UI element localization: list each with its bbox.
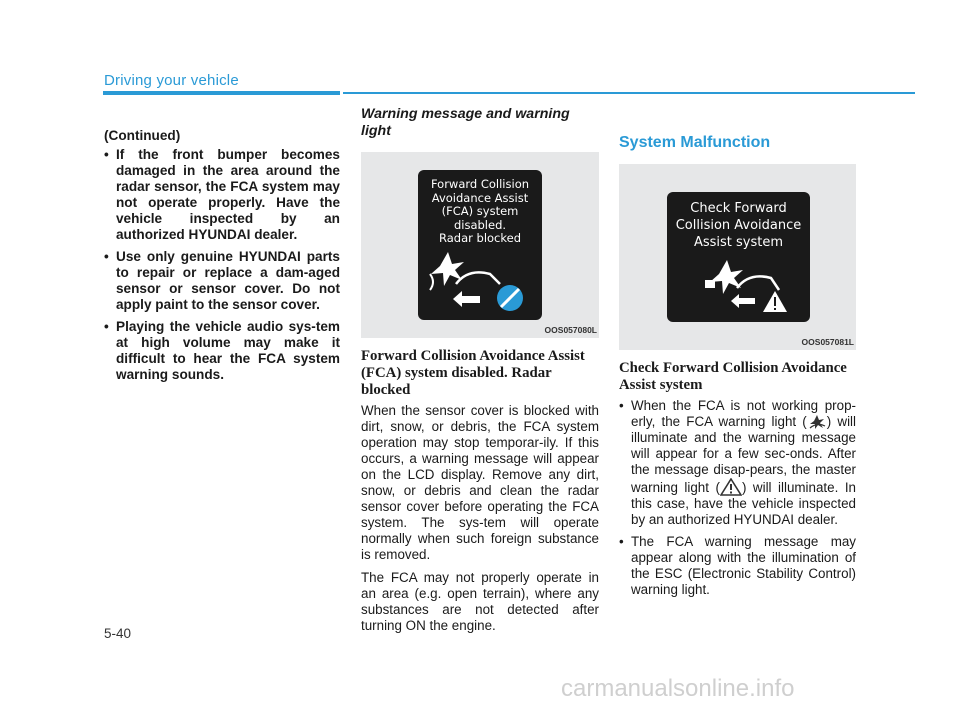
lcd-message	[667, 200, 810, 251]
paragraph: The FCA may not properly operate in an area (e.g. open terrain), where any substances are not detected after turning ON the engine.	[361, 570, 599, 633]
lcd-line: Collision Avoidance	[675, 218, 802, 233]
malfunction-bullet-list	[619, 398, 856, 598]
lcd-line: (FCA) system	[441, 204, 519, 218]
text-span: ) will illuminate. In this case, have the vehicle inspected by an authorized HYUNDAI dealer.	[631, 480, 857, 527]
lcd-line: Forward Collision	[430, 177, 530, 191]
section-title: System Malfunction	[619, 134, 771, 151]
text-span: ) will illuminate and the warning message will appear for a few sec-onds. After the message disap-pears, the master warning light (	[631, 414, 856, 495]
header-rule-thick	[103, 91, 340, 95]
continued-label: (Continued)	[104, 128, 181, 143]
list-item: • If the front bumper becomes damaged in the area around the radar sensor, the FCA system may not operate properly. Have the vehicle inspected by an authorized HYUNDAI dealer.	[104, 147, 340, 243]
lcd-line: Assist system	[693, 235, 784, 250]
lcd-message	[418, 178, 542, 246]
watermark: carmanualsonline.info	[561, 675, 795, 702]
figure-radar-blocked	[361, 152, 599, 338]
column-middle	[361, 106, 599, 641]
list-item	[619, 398, 856, 528]
list-item: • Use only genuine HYUNDAI parts to repair or replace a dam-aged sensor or sensor cover. Do not apply paint to the sensor cover.	[104, 249, 340, 313]
caption-heading: Check Forward Collision Avoidance Assist system	[619, 360, 847, 393]
master-warning-light-icon	[720, 478, 742, 496]
page-number: 5-40	[104, 626, 132, 641]
header-rule-thin	[343, 92, 915, 94]
list-item: • Playing the vehicle audio sys-tem at high volume may make it difficult to hear the FCA system warning sounds.	[104, 319, 340, 383]
caption-heading: Forward Collision Avoidance Assist (FCA) system disabled. Radar blocked	[361, 348, 585, 398]
column-left	[104, 128, 340, 389]
list-item: • The FCA warning message may appear along with the illumination of the ESC (Electronic Stability Control) warning light.	[619, 534, 856, 598]
paragraph: When the sensor cover is blocked with dirt, snow, or debris, the FCA system operation may stop temporar-ily. If this occurs, a warning message will appear on the LCD display. Remove any dirt, snow, or debris and clean the radar sensor cover before operating the FCA system. The sys-tem will operate normally when such foreign substance is removed.	[361, 403, 599, 562]
radar-blocked-icon	[418, 250, 542, 320]
fca-malfunction-icon	[667, 258, 810, 318]
section-header-title: Driving your vehicle	[104, 72, 239, 89]
caution-bullet-list	[104, 147, 340, 383]
lcd-line: Avoidance Assist	[431, 190, 529, 205]
column-right	[619, 128, 856, 604]
text-span: When the FCA is not working prop-erly, the FCA warning light (	[631, 398, 856, 429]
warning-subheading: Warning message and warning light	[361, 106, 570, 139]
lcd-screen	[418, 170, 542, 320]
lcd-screen	[667, 192, 810, 322]
figure-code: OOS057081L	[801, 337, 854, 347]
lcd-line: Check Forward	[690, 201, 787, 216]
lcd-line: disabled.	[453, 217, 507, 232]
lcd-line: Radar blocked	[439, 231, 521, 245]
fca-warning-light-icon	[807, 414, 827, 430]
figure-code: OOS057080L	[544, 325, 597, 335]
figure-system-malfunction	[619, 164, 856, 350]
